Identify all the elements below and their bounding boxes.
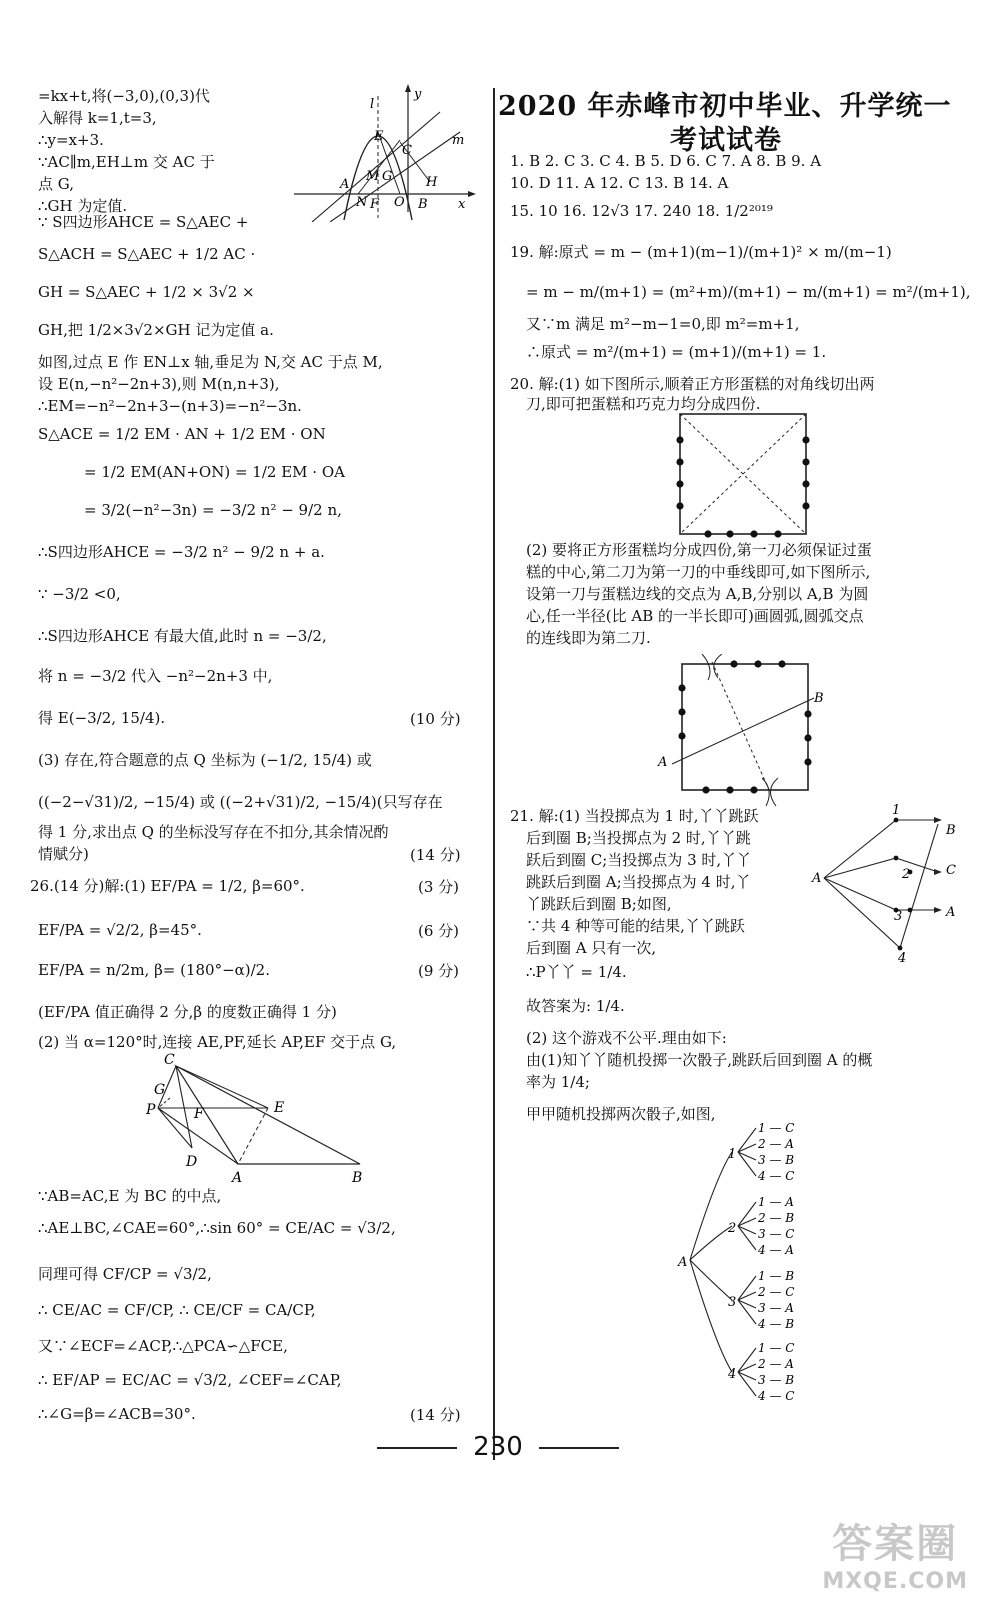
- sq-label: B: [814, 691, 824, 706]
- tree2-leaf: 2 — A: [758, 1137, 794, 1151]
- score: (14 分): [410, 846, 461, 864]
- text-line: ∴EM=−n²−2n+3−(n+3)=−n²−3n.: [38, 397, 302, 415]
- exam-title-2: 考试试卷: [670, 125, 782, 156]
- text-line: 如图,过点 E 作 EN⊥x 轴,垂足为 N,交 AC 于点 M,: [38, 353, 383, 371]
- graph-label: N: [356, 195, 368, 210]
- text-line: 19. 解:原式 = m − (m+1)(m−1)/(m+1)² × m/(m−1): [510, 243, 892, 261]
- text-line: 又∵m 满足 m²−m−1=0,即 m²=m+1,: [526, 315, 800, 333]
- tree2-leaf: 1 — B: [758, 1269, 795, 1283]
- tri-label: F: [194, 1106, 204, 1122]
- tree1-label: 3: [894, 909, 903, 924]
- text-line: ∵AC∥m,EH⊥m 交 AC 于: [38, 153, 215, 171]
- square-diagram-2: [652, 654, 832, 814]
- answers-row: 15. 10 16. 12√3 17. 240 18. 1/2²⁰¹⁹: [510, 202, 773, 220]
- text-line: 20. 解:(1) 如下图所示,顺着正方形蛋糕的对角线切出两: [510, 375, 875, 393]
- tree2-leaf: 4 — C: [758, 1389, 795, 1403]
- text-line: GH = S△AEC + 1/2 × 3√2 ×: [38, 283, 255, 301]
- graph-label: A: [340, 177, 350, 192]
- graph-label: O: [394, 195, 405, 210]
- text-line: 甲甲随机投掷两次骰子,如图,: [526, 1105, 716, 1123]
- tree2-leaf: 4 — C: [758, 1169, 795, 1183]
- text-line: (2) 当 α=120°时,连接 AE,PF,延长 AP,EF 交于点 G,: [38, 1033, 397, 1051]
- graph-label: F: [370, 197, 380, 212]
- tri-label: A: [232, 1170, 243, 1186]
- tree1-label: C: [946, 863, 956, 878]
- score: (10 分): [410, 710, 461, 728]
- text-line: ∵ S四边形AHCE = S△AEC +: [38, 213, 249, 231]
- text-line: ∴P丫丫 = 1/4.: [526, 963, 627, 981]
- tree2-leaf: 3 — A: [758, 1301, 794, 1315]
- graph-label: l: [370, 97, 375, 112]
- text-line: 设第一刀与蛋糕边线的交点为 A,B,分别以 A,B 为圆: [526, 585, 869, 603]
- text-line: 故答案为: 1/4.: [526, 997, 625, 1015]
- tree1-label: 1: [892, 803, 901, 818]
- tree1-label: A: [946, 905, 956, 920]
- tree2-leaf: 2 — C: [758, 1285, 795, 1299]
- text-line: S△ACH = S△AEC + 1/2 AC ·: [38, 245, 256, 263]
- text-line: ((−2−√31)/2, −15/4) 或 ((−2+√31)/2, −15/4)(只写存在: [38, 793, 443, 811]
- text-line: 26.(14 分)解:(1) EF/PA = 1/2, β=60°.: [30, 877, 305, 895]
- text-line: 后到圈 B;当投掷点为 2 时,丫丫跳: [526, 829, 751, 847]
- tree2-leaf: 3 — C: [758, 1227, 795, 1241]
- triangle-diagram: [140, 1050, 380, 1190]
- tree2-leaf: 1 — C: [758, 1341, 795, 1355]
- text-line: 入解得 k=1,t=3,: [38, 109, 157, 127]
- graph-label: x: [458, 197, 466, 212]
- text-line: 的连线即为第二刀.: [526, 629, 651, 647]
- exam-title: 2020 年赤峰市初中毕业、升学统一: [498, 91, 952, 122]
- graph-label: G: [382, 169, 393, 184]
- text-line: = 3/2(−n²−3n) = −3/2 n² − 9/2 n,: [84, 501, 342, 519]
- page-number: 230: [0, 1432, 996, 1462]
- text-line: ∴∠G=β=∠ACB=30°.: [38, 1405, 196, 1423]
- text-line: ∴S四边形AHCE = −3/2 n² − 9/2 n + a.: [38, 543, 325, 561]
- text-line: 后到圈 A 只有一次,: [526, 939, 657, 957]
- watermark-line2: MXQE.COM: [822, 1569, 968, 1594]
- tree-diagram-2: [676, 1116, 826, 1412]
- tri-label: P: [146, 1102, 156, 1118]
- tree2-leaf: 3 — B: [758, 1373, 795, 1387]
- text-line: 心,任一半径(比 AB 的一半长即可)画圆弧,圆弧交点: [526, 607, 864, 625]
- text-line: 设 E(n,−n²−2n+3),则 M(n,n+3),: [38, 375, 280, 393]
- tri-label: B: [352, 1170, 363, 1186]
- text-line: 将 n = −3/2 代入 −n²−2n+3 中,: [38, 667, 273, 685]
- tri-label: E: [274, 1100, 285, 1116]
- text-line: (3) 存在,符合题意的点 Q 坐标为 (−1/2, 15/4) 或: [38, 751, 372, 769]
- text-line: =kx+t,将(−3,0),(0,3)代: [38, 87, 210, 105]
- graph-label: y: [414, 87, 422, 102]
- text-line: 21. 解:(1) 当投掷点为 1 时,丫丫跳跃: [510, 807, 759, 825]
- watermark: [822, 1512, 968, 1594]
- text-line: 刀,即可把蛋糕和巧克力均分成四份.: [526, 395, 761, 413]
- text-line: 丫跳跃后到圈 B;如图,: [526, 895, 672, 913]
- score: (3 分): [418, 878, 460, 896]
- text-line: ∴GH 为定值.: [38, 197, 128, 215]
- answers-row: 1. B 2. C 3. C 4. B 5. D 6. C 7. A 8. B 9. A: [510, 152, 822, 170]
- text-line: 得 1 分,求出点 Q 的坐标没写存在不扣分,其余情况酌: [38, 823, 389, 841]
- tri-label: C: [164, 1052, 175, 1068]
- text-line: EF/PA = n/2m, β= (180°−α)/2.: [38, 961, 270, 979]
- graph-label: E: [374, 129, 384, 144]
- text-line: 由(1)知丫丫随机投掷一次骰子,跳跃后回到圈 A 的概: [526, 1051, 873, 1069]
- text-line: 又∵∠ECF=∠ACP,∴△PCA∽△FCE,: [38, 1337, 288, 1355]
- text-line: ∴S四边形AHCE 有最大值,此时 n = −3/2,: [38, 627, 327, 645]
- answers-row: 10. D 11. A 12. C 13. B 14. A: [510, 174, 729, 192]
- square-diagram-1: [670, 410, 815, 540]
- text-line: 得 E(−3/2, 15/4).: [38, 709, 166, 727]
- sq-label: A: [658, 755, 668, 770]
- tree2-leaf: 1 — A: [758, 1195, 794, 1209]
- text-line: ∴ EF/AP = EC/AC = √3/2, ∠CEF=∠CAP,: [38, 1371, 342, 1389]
- text-line: 同理可得 CF/CP = √3/2,: [38, 1265, 212, 1283]
- text-line: ∴AE⊥BC,∠CAE=60°,∴sin 60° = CE/AC = √3/2,: [38, 1219, 396, 1237]
- tree2-node: 4: [728, 1367, 737, 1382]
- text-line: = 1/2 EM(AN+ON) = 1/2 EM · OA: [84, 463, 345, 481]
- tree1-label: A: [812, 871, 822, 886]
- tree2-leaf: 3 — B: [758, 1153, 795, 1167]
- text-line: 跃后到圈 C;当投掷点为 3 时,丫丫: [526, 851, 752, 869]
- tree2-node: 3: [728, 1295, 737, 1310]
- text-line: ∴原式 = m²/(m+1) = (m+1)/(m+1) = 1.: [526, 343, 827, 361]
- watermark-line1: 答案圈: [832, 1521, 959, 1567]
- column-divider: [493, 88, 495, 1460]
- text-line: 跳跃后到圈 A;当投掷点为 4 时,丫: [526, 873, 751, 891]
- tree2-leaf: 1 — C: [758, 1121, 795, 1135]
- tri-label: G: [154, 1082, 166, 1098]
- tree1-label: B: [946, 823, 956, 838]
- text-line: 情赋分): [38, 845, 89, 863]
- score: (14 分): [410, 1406, 461, 1424]
- tree2-leaf: 4 — B: [758, 1317, 795, 1331]
- text-line: = m − m/(m+1) = (m²+m)/(m+1) − m/(m+1) = m²/(m+1),: [526, 283, 971, 301]
- score: (6 分): [418, 922, 460, 940]
- text-line: 点 G,: [38, 175, 74, 193]
- tree2-node: 1: [728, 1147, 737, 1162]
- tree2-leaf: 2 — A: [758, 1357, 794, 1371]
- text-line: ∴y=x+3.: [38, 131, 104, 149]
- tree2-root: A: [678, 1255, 688, 1270]
- text-line: ∵AB=AC,E 为 BC 的中点,: [38, 1187, 222, 1205]
- tree1-label: 4: [898, 951, 907, 966]
- tree-diagram-1: [810, 800, 970, 968]
- graph-label: C: [402, 143, 412, 158]
- text-line: EF/PA = √2/2, β=45°.: [38, 921, 202, 939]
- text-line: (EF/PA 值正确得 2 分,β 的度数正确得 1 分): [38, 1003, 337, 1021]
- text-line: ∵ −3/2 <0,: [38, 585, 121, 603]
- text-line: ∵共 4 种等可能的结果,丫丫跳跃: [526, 917, 745, 935]
- text-line: GH,把 1/2×3√2×GH 记为定值 a.: [38, 321, 274, 339]
- graph-label: B: [418, 197, 428, 212]
- tree2-leaf: 2 — B: [758, 1211, 795, 1225]
- graph-label: m: [452, 133, 465, 148]
- text-line: (2) 这个游戏不公平.理由如下:: [526, 1029, 727, 1047]
- graph-label: M: [366, 169, 380, 184]
- text-line: S△ACE = 1/2 EM · AN + 1/2 EM · ON: [38, 425, 326, 443]
- tri-label: D: [186, 1154, 198, 1170]
- score: (9 分): [418, 962, 460, 980]
- tree2-leaf: 4 — A: [758, 1243, 794, 1257]
- graph-label: H: [426, 175, 438, 190]
- tree1-label: 2: [902, 867, 911, 882]
- text-line: 糕的中心,第二刀为第一刀的中垂线即可,如下图所示,: [526, 563, 871, 581]
- text-line: 率为 1/4;: [526, 1073, 590, 1091]
- tree2-node: 2: [728, 1221, 737, 1236]
- text-line: (2) 要将正方形蛋糕均分成四份,第一刀必须保证过蛋: [526, 541, 872, 559]
- parabola-graph: [290, 82, 480, 222]
- text-line: ∴ CE/AC = CF/CP, ∴ CE/CF = CA/CP,: [38, 1301, 316, 1319]
